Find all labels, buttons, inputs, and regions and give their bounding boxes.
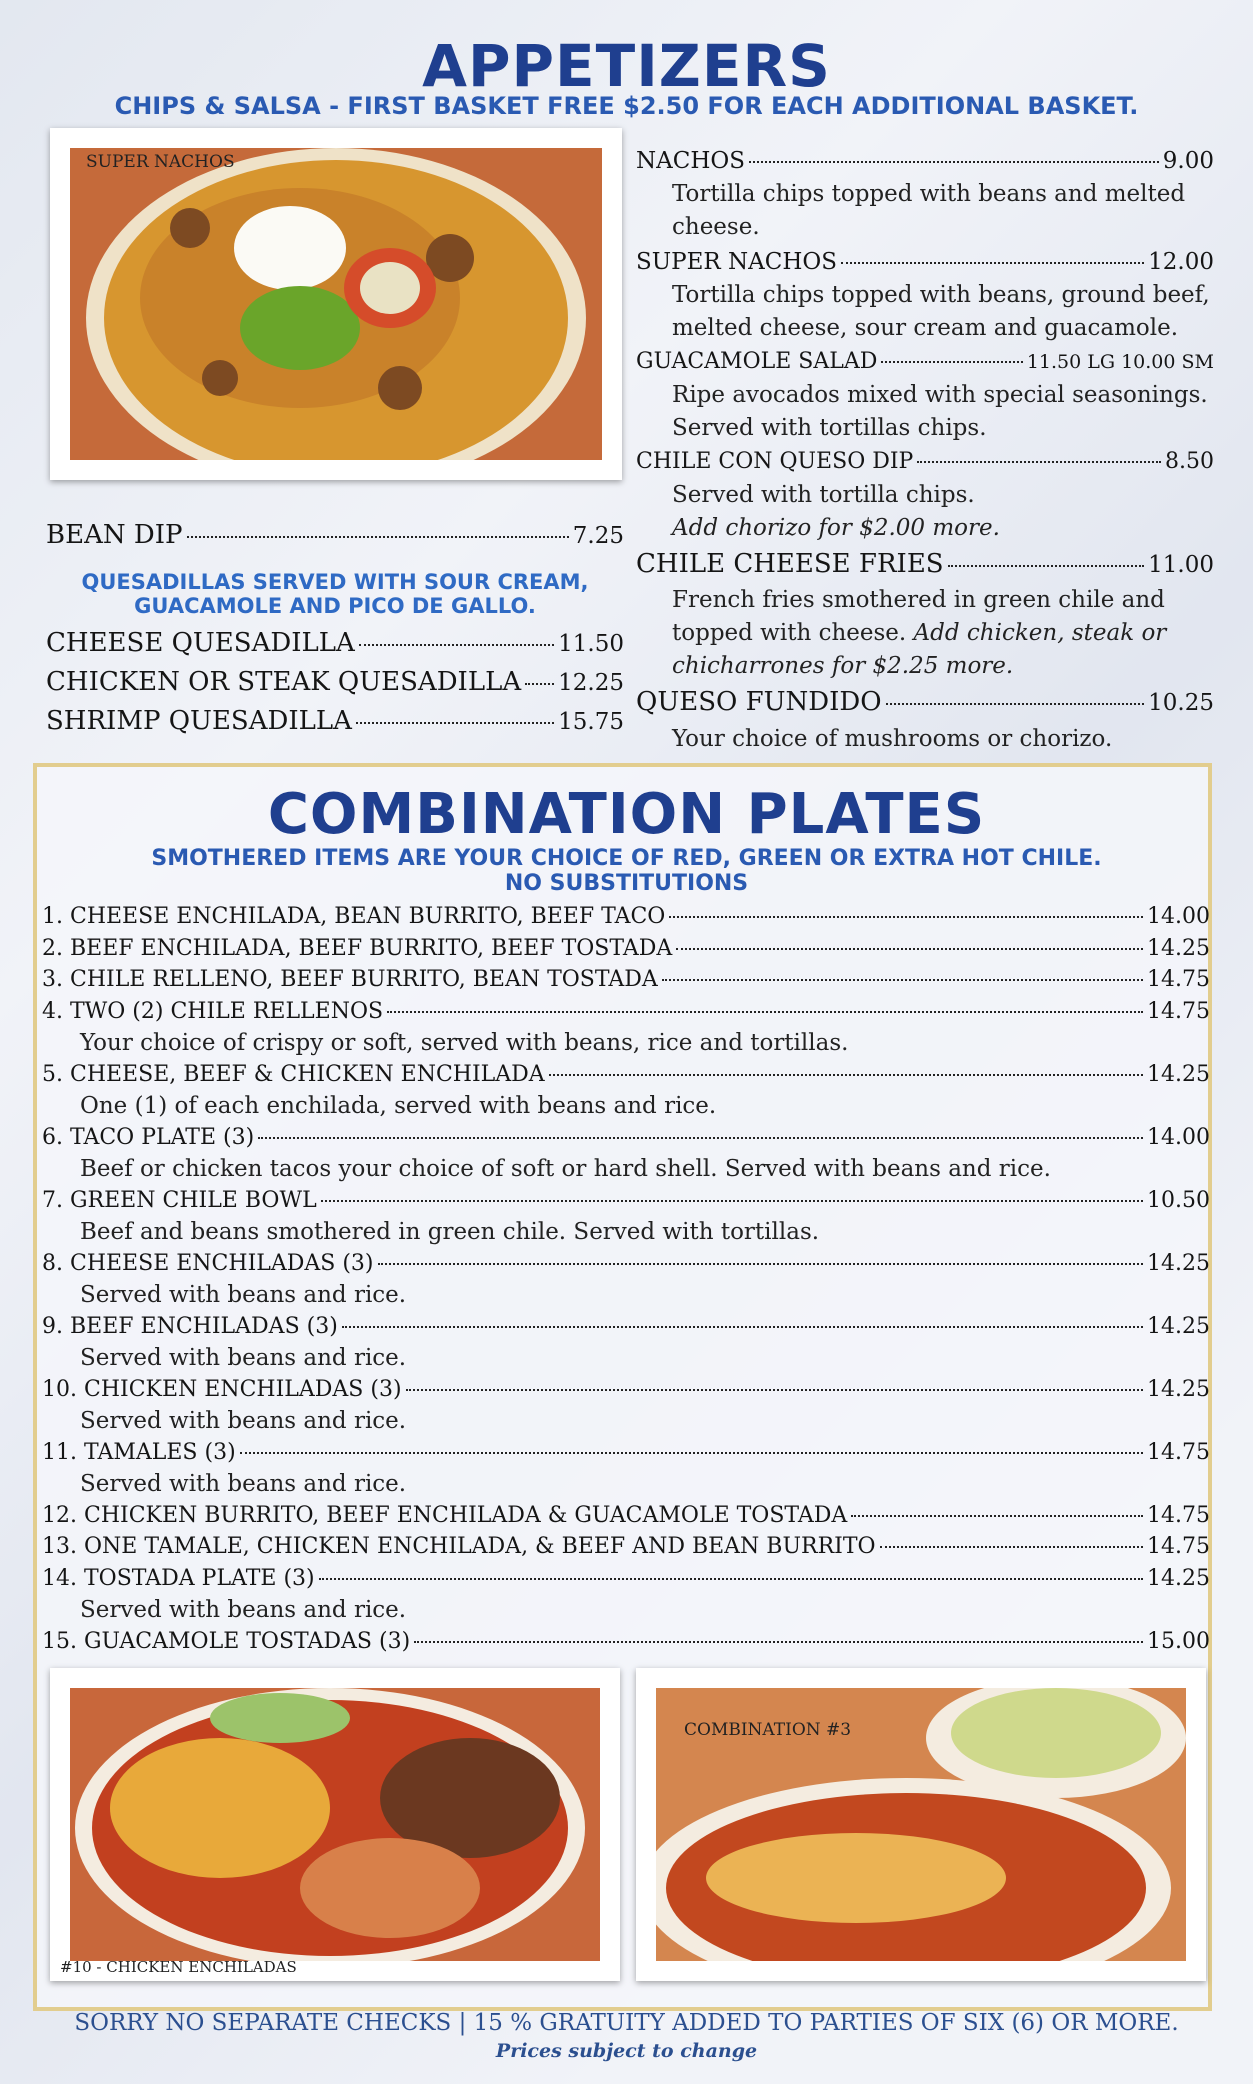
chips-salsa-note: CHIPS & SALSA - FIRST BASKET FREE $2.50 FOR EACH ADDITIONAL BASKET. — [114, 92, 1139, 120]
combo-price: 14.25 — [1147, 935, 1210, 961]
combo-price: 14.25 — [1147, 1250, 1210, 1276]
combo-name: 13. ONE TAMALE, CHICKEN ENCHILADA, & BEEF AND BEAN BURRITO — [42, 1534, 876, 1559]
item-price: 11.50 — [558, 631, 624, 657]
item-desc: Your choice of mushrooms or chorizo. — [672, 726, 1113, 752]
item-name: NACHOS — [636, 148, 746, 174]
combo-desc: Served with beans and rice. — [80, 1597, 407, 1623]
menu-item-nachos — [636, 148, 1214, 174]
item-name: CHEESE QUESADILLA — [46, 628, 355, 658]
combo-item — [42, 967, 1210, 992]
combo-subtitle: SMOTHERED ITEMS ARE YOUR CHOICE OF RED, GREEN OR EXTRA HOT CHILE. — [151, 846, 1102, 871]
item-desc: melted cheese, sour cream and guacamole. — [672, 315, 1179, 341]
combo-price: 14.75 — [1147, 1439, 1210, 1465]
photo-caption: #10 - CHICKEN ENCHILADAS — [60, 1958, 297, 1976]
enchiladas-image — [70, 1688, 600, 1961]
combo-item — [42, 1566, 1210, 1591]
item-desc: French fries smothered in green chile and — [672, 587, 1165, 613]
combo-price: 14.75 — [1147, 1534, 1210, 1559]
combo-name: 8. CHEESE ENCHILADAS (3) — [42, 1250, 374, 1276]
menu-item-queso-fundido — [636, 687, 1214, 717]
quesadilla-note: QUESADILLAS SERVED WITH SOUR CREAM, — [81, 570, 589, 594]
item-price: 7.25 — [572, 523, 624, 549]
footer-prices-note: Prices subject to change — [495, 2040, 758, 2062]
item-price: 11.50 LG 10.00 SM — [1026, 351, 1214, 373]
combo-price: 10.50 — [1147, 1187, 1210, 1213]
item-name: CHILE CHEESE FRIES — [636, 549, 944, 579]
item-desc: Served with tortillas chips. — [672, 415, 987, 441]
item-name: CHILE CON QUESO DIP — [636, 449, 914, 474]
footer-note: SORRY NO SEPARATE CHECKS | 15 % GRATUITY ADDED TO PARTIES OF SIX (6) OR MORE. — [74, 2010, 1179, 2036]
item-name: SUPER NACHOS — [636, 249, 838, 275]
combo-price: 14.75 — [1147, 967, 1210, 992]
combo-name: 12. CHICKEN BURRITO, BEEF ENCHILADA & GUACAMOLE TOSTADA — [42, 1502, 848, 1528]
combo-item — [42, 904, 1210, 929]
item-desc: Tortilla chips topped with beans, ground beef, — [672, 282, 1210, 308]
combo-name: 9. BEEF ENCHILADAS (3) — [42, 1313, 338, 1339]
menu-item-super-nachos — [636, 249, 1214, 275]
combo-price: 15.00 — [1147, 1628, 1210, 1654]
menu-item-bean-dip — [46, 520, 624, 550]
item-desc: topped with cheese. Add chicken, steak or — [672, 620, 1167, 646]
combo-price: 14.75 — [1147, 1502, 1210, 1528]
combo-desc: Beef and beans smothered in green chile. Served with tortillas. — [80, 1219, 820, 1245]
quesadilla-note: GUACAMOLE AND PICO DE GALLO. — [134, 594, 536, 618]
combo-name: 6. TACO PLATE (3) — [42, 1124, 255, 1150]
item-price: 9.00 — [1162, 148, 1214, 174]
item-desc: Ripe avocados mixed with special seasonings. — [672, 382, 1208, 408]
combo-item — [42, 999, 1210, 1024]
item-desc: chicharrones for $2.25 more. — [672, 653, 1014, 679]
combo-name: 11. TAMALES (3) — [42, 1439, 236, 1465]
menu-item-shrimp-quesadilla — [46, 706, 624, 736]
combination-plates-title: COMBINATION PLATES — [267, 782, 986, 847]
item-price: 10.25 — [1148, 690, 1214, 716]
combo-item — [42, 1503, 1210, 1528]
menu-item-chicken-steak-quesadilla — [46, 667, 624, 697]
combination-3-photo — [636, 1668, 1206, 1981]
chicken-enchiladas-photo — [50, 1668, 620, 1981]
combo-item — [42, 1629, 1210, 1654]
combo-name: 3. CHILE RELLENO, BEEF BURRITO, BEAN TOSTADA — [42, 967, 658, 992]
combo-item — [42, 1188, 1210, 1213]
combo-desc: Beef or chicken tacos your choice of soft or hard shell. Served with beans and rice. — [80, 1156, 1051, 1182]
combo-price: 14.75 — [1147, 998, 1210, 1024]
item-desc: Served with tortilla chips. — [672, 482, 975, 508]
combo-name: 2. BEEF ENCHILADA, BEEF BURRITO, BEEF TOSTADA — [42, 935, 673, 961]
combo-desc: Served with beans and rice. — [80, 1471, 407, 1497]
combo-name: 10. CHICKEN ENCHILADAS (3) — [42, 1376, 402, 1402]
combo-item — [42, 1314, 1210, 1339]
combo-name: 15. GUACAMOLE TOSTADAS (3) — [42, 1628, 411, 1654]
photo-caption: SUPER NACHOS — [86, 152, 235, 172]
combo-item — [42, 1062, 1210, 1087]
item-name: BEAN DIP — [46, 520, 183, 550]
combo-name: 4. TWO (2) CHILE RELLENOS — [42, 998, 384, 1024]
combo-name: 7. GREEN CHILE BOWL — [42, 1187, 317, 1213]
item-name: QUESO FUNDIDO — [636, 687, 882, 717]
combo-item — [42, 936, 1210, 961]
combo-price: 14.25 — [1147, 1313, 1210, 1339]
combo-item — [42, 1125, 1210, 1150]
combo-item — [42, 1251, 1210, 1276]
appetizers-title: APPETIZERS — [422, 32, 831, 100]
photo-caption: COMBINATION #3 — [684, 1720, 852, 1740]
combo-desc: One (1) of each enchilada, served with beans and rice. — [80, 1093, 717, 1119]
menu-item-chile-cheese-fries — [636, 549, 1214, 579]
item-desc: Add chorizo for $2.00 more. — [672, 515, 1000, 541]
combo-item — [42, 1377, 1210, 1402]
combo-price: 14.25 — [1147, 1565, 1210, 1591]
combo-price: 14.25 — [1147, 1061, 1210, 1087]
item-desc: cheese. — [672, 214, 760, 240]
item-name: SHRIMP QUESADILLA — [46, 706, 352, 736]
item-price: 12.25 — [558, 670, 624, 696]
combo-desc: Your choice of crispy or soft, served with beans, rice and tortillas. — [80, 1030, 849, 1056]
combo-price: 14.00 — [1147, 1124, 1210, 1150]
super-nachos-photo — [50, 128, 622, 480]
menu-item-guacamole-salad — [636, 349, 1214, 374]
combo-desc: Served with beans and rice. — [80, 1408, 407, 1434]
menu-item-chile-con-queso — [636, 449, 1214, 474]
item-price: 8.50 — [1165, 449, 1214, 474]
combo-desc: Served with beans and rice. — [80, 1345, 407, 1371]
item-name: GUACAMOLE SALAD — [636, 349, 878, 374]
combo-name: 1. CHEESE ENCHILADA, BEAN BURRITO, BEEF TACO — [42, 904, 666, 929]
item-price: 12.00 — [1148, 249, 1214, 275]
combo-item — [42, 1440, 1210, 1465]
item-price: 11.00 — [1148, 552, 1214, 578]
item-price: 15.75 — [558, 709, 624, 735]
combo-item — [42, 1534, 1210, 1559]
combo-subtitle: NO SUBSTITUTIONS — [504, 871, 749, 896]
combo-desc: Served with beans and rice. — [80, 1282, 407, 1308]
combo-price: 14.25 — [1147, 1376, 1210, 1402]
combo-name: 14. TOSTADA PLATE (3) — [42, 1565, 315, 1591]
nachos-image — [70, 148, 602, 460]
menu-item-cheese-quesadilla — [46, 628, 624, 658]
combo-name: 5. CHEESE, BEEF & CHICKEN ENCHILADA — [42, 1061, 545, 1087]
combo-price: 14.00 — [1147, 904, 1210, 929]
item-desc: Tortilla chips topped with beans and melted — [672, 181, 1186, 207]
item-name: CHICKEN OR STEAK QUESADILLA — [46, 667, 522, 697]
